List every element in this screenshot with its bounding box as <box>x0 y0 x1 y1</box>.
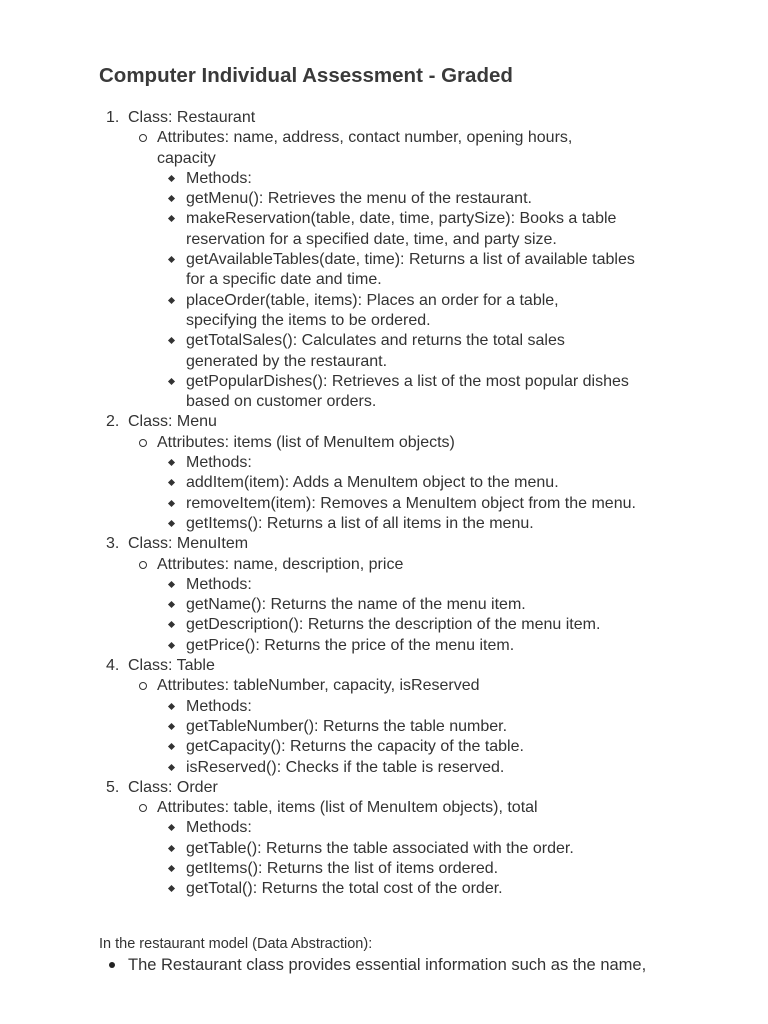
method-line <box>0 494 768 514</box>
diamond-bullet-icon <box>168 215 175 222</box>
list-number: 5. <box>106 778 120 796</box>
diamond-bullet-icon <box>168 479 175 486</box>
diamond-bullet-icon <box>168 824 175 831</box>
hollow-bullet-icon <box>139 682 147 690</box>
method-text: getTotalSales(): Calculates and returns the total sales <box>186 332 565 350</box>
diamond-bullet-icon <box>168 520 175 527</box>
diamond-bullet-icon <box>168 500 175 507</box>
method-text: getMenu(): Retrieves the menu of the restaurant. <box>186 190 532 208</box>
method-text: isReserved(): Checks if the table is reserved. <box>186 758 505 776</box>
diamond-bullet-icon <box>168 763 175 770</box>
method-line <box>0 250 768 270</box>
diamond-bullet-icon <box>168 297 175 304</box>
method-text: placeOrder(table, items): Places an order for a table, <box>186 291 559 309</box>
attributes-line <box>0 149 768 169</box>
hollow-bullet-icon <box>139 561 147 569</box>
list-number: 2. <box>106 413 120 431</box>
class-heading-text: Class: Order <box>128 778 218 796</box>
attributes-text: capacity <box>157 149 216 167</box>
hollow-bullet-icon <box>139 439 147 447</box>
attributes-text: Attributes: name, description, price <box>157 555 404 573</box>
method-line <box>0 758 768 778</box>
diamond-bullet-icon <box>168 703 175 710</box>
method-text: getItems(): Returns the list of items ordered. <box>186 859 499 877</box>
diamond-bullet-icon <box>168 865 175 872</box>
method-line <box>0 291 768 311</box>
diamond-bullet-icon <box>168 175 175 182</box>
method-line <box>0 270 768 290</box>
method-text: getTable(): Returns the table associated with the order. <box>186 839 574 857</box>
method-text: Methods: <box>186 697 252 715</box>
method-line <box>0 697 768 717</box>
hollow-bullet-icon <box>139 134 147 142</box>
method-text: getTotal(): Returns the total cost of the order. <box>186 880 503 898</box>
diamond-bullet-icon <box>168 581 175 588</box>
class-item <box>0 412 768 534</box>
hollow-bullet-icon <box>139 804 147 812</box>
attributes-text: Attributes: table, items (list of MenuItem objects), total <box>157 799 538 817</box>
method-text: getCapacity(): Returns the capacity of the table. <box>186 738 524 756</box>
class-heading <box>0 656 768 676</box>
attributes-text: Attributes: name, address, contact number, opening hours, <box>157 129 573 147</box>
method-line <box>0 636 768 656</box>
diamond-bullet-icon <box>168 723 175 730</box>
method-line <box>0 575 768 595</box>
class-item <box>0 656 768 778</box>
class-item <box>0 108 768 412</box>
method-text: generated by the restaurant. <box>186 352 388 370</box>
method-text: for a specific date and time. <box>186 271 382 289</box>
class-list <box>0 108 768 900</box>
method-line <box>0 859 768 879</box>
method-line <box>0 615 768 635</box>
method-line <box>0 169 768 189</box>
diamond-bullet-icon <box>168 378 175 385</box>
class-heading <box>0 534 768 554</box>
method-text: getDescription(): Returns the description of the menu item. <box>186 616 601 634</box>
method-text: getName(): Returns the name of the menu item. <box>186 596 526 614</box>
diamond-bullet-icon <box>168 621 175 628</box>
method-line <box>0 839 768 859</box>
class-item <box>0 534 768 656</box>
method-text: getPopularDishes(): Retrieves a list of the most popular dishes <box>186 372 629 390</box>
diamond-bullet-icon <box>168 885 175 892</box>
abstraction-caption: In the restaurant model (Data Abstraction): <box>99 936 373 952</box>
abstraction-point <box>0 955 768 975</box>
method-line <box>0 717 768 737</box>
abstraction-list <box>0 955 768 975</box>
method-line <box>0 595 768 615</box>
diamond-bullet-icon <box>168 337 175 344</box>
diamond-bullet-icon <box>168 256 175 263</box>
class-heading <box>0 778 768 798</box>
method-line <box>0 473 768 493</box>
attributes-line <box>0 128 768 148</box>
diamond-bullet-icon <box>168 195 175 202</box>
method-line <box>0 818 768 838</box>
attributes-text: Attributes: items (list of MenuItem objects) <box>157 433 455 451</box>
list-number: 3. <box>106 535 120 553</box>
attributes-line <box>0 433 768 453</box>
method-line <box>0 453 768 473</box>
method-text: Methods: <box>186 819 252 837</box>
class-heading <box>0 108 768 128</box>
method-text: getAvailableTables(date, time): Returns a list of available tables <box>186 251 635 269</box>
diamond-bullet-icon <box>168 459 175 466</box>
diamond-bullet-icon <box>168 743 175 750</box>
method-line <box>0 209 768 229</box>
list-number: 1. <box>106 109 120 126</box>
attributes-line <box>0 676 768 696</box>
class-item <box>0 778 768 900</box>
class-heading-text: Class: MenuItem <box>128 535 249 553</box>
class-heading-text: Class: Table <box>128 657 215 675</box>
method-text: Methods: <box>186 454 252 472</box>
method-line <box>0 352 768 372</box>
attributes-text: Attributes: tableNumber, capacity, isReserved <box>157 677 480 695</box>
method-line <box>0 737 768 757</box>
class-heading-text: Class: Restaurant <box>128 109 256 126</box>
attributes-line <box>0 798 768 818</box>
class-heading <box>0 412 768 432</box>
method-text: removeItem(item): Removes a MenuItem object from the menu. <box>186 494 636 512</box>
method-text: reservation for a specified date, time, and party size. <box>186 230 557 248</box>
list-number: 4. <box>106 657 120 675</box>
method-text: Methods: <box>186 575 252 593</box>
method-text: getPrice(): Returns the price of the menu item. <box>186 636 515 654</box>
method-line <box>0 392 768 412</box>
method-line <box>0 331 768 351</box>
document-title: Computer Individual Assessment - Graded <box>99 64 513 87</box>
method-line <box>0 230 768 250</box>
method-text: getTableNumber(): Returns the table number. <box>186 717 508 735</box>
diamond-bullet-icon <box>168 845 175 852</box>
method-text: based on customer orders. <box>186 393 377 411</box>
method-text: getItems(): Returns a list of all items in the menu. <box>186 514 534 532</box>
attributes-line <box>0 555 768 575</box>
filled-bullet-icon <box>109 962 115 968</box>
diamond-bullet-icon <box>168 601 175 608</box>
abstraction-point-text: The Restaurant class provides essential information such as the name, <box>128 956 647 974</box>
method-line <box>0 879 768 899</box>
method-text: makeReservation(table, date, time, partySize): Books a table <box>186 210 617 228</box>
method-line <box>0 372 768 392</box>
method-text: addItem(item): Adds a MenuItem object to the menu. <box>186 474 559 492</box>
method-line <box>0 189 768 209</box>
diamond-bullet-icon <box>168 642 175 649</box>
method-text: specifying the items to be ordered. <box>186 311 431 329</box>
method-line <box>0 514 768 534</box>
method-line <box>0 311 768 331</box>
method-text: Methods: <box>186 169 252 187</box>
class-heading-text: Class: Menu <box>128 413 217 431</box>
